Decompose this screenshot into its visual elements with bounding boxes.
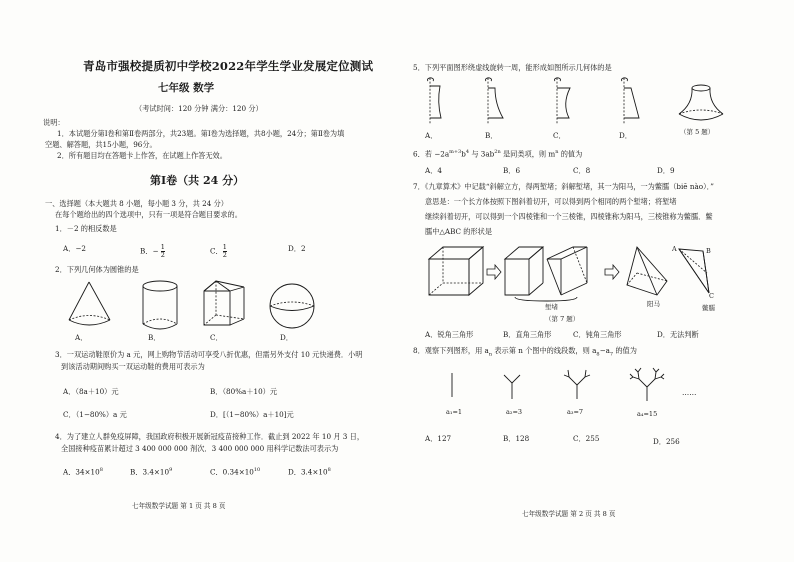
q7-option-a: A．锐角三角形 xyxy=(425,330,474,339)
q5-option-b-shape xyxy=(483,78,507,126)
q7-label-bienao: 鳖臑 xyxy=(702,304,715,312)
q7-option-c: C．钝角三角形 xyxy=(573,330,622,339)
q1-option-d: D．2 xyxy=(288,244,306,253)
q4-option-a: A．$34\times 10^8$ xyxy=(63,467,103,477)
q6-option-b: B．6 xyxy=(503,166,521,175)
q7-option-d: D．无法判断 xyxy=(657,330,699,339)
q2-option-a: A． xyxy=(75,333,88,342)
cone-figure xyxy=(65,280,115,330)
q8-label-3: a₃=7 xyxy=(567,408,584,416)
q3-option-b: B．（80%a＋10）元 xyxy=(210,387,278,396)
part1-desc: 在每个题给出的四个选项中，只有一项是符合题目要求的。 xyxy=(55,210,242,219)
q5-stem: 5．下列平面图形绕虚线旋转一周，能形成如图所示几何体的是 xyxy=(413,63,612,72)
q1-stem: 1．－2 的相反数是 xyxy=(55,224,117,233)
q7-label-a: A xyxy=(672,245,677,253)
q8-label-2: a₂=3 xyxy=(506,408,523,416)
q7-label-c: C xyxy=(709,292,714,300)
q3-option-d: D．[（1−80%）a＋10]元 xyxy=(210,410,294,419)
q4-option-c: C．$0.34\times 10^{10}$ xyxy=(210,467,261,477)
page-1-footer: 七年级数学试题 第 1 页 共 8 页 xyxy=(132,502,226,510)
q2-option-b: B． xyxy=(148,333,161,342)
q7-option-b: B．直角三角形 xyxy=(503,330,552,339)
q2-stem: 2．下列几何体为圆锥的是 xyxy=(55,265,139,274)
q6-option-d: D．9 xyxy=(657,166,675,175)
q8-label-1: a₁=1 xyxy=(446,408,463,416)
notes-label: 说明： xyxy=(43,118,65,127)
q3-stem-line-2: 到该活动期间购买一双运动鞋的费用可表示为 xyxy=(61,362,205,371)
q8-option-b: B．128 xyxy=(503,434,530,443)
q5-option-d-shape xyxy=(619,78,643,126)
q5-option-a-shape xyxy=(425,78,449,126)
q5-option-d: D． xyxy=(619,131,632,140)
q6-option-c: C．8 xyxy=(573,166,591,175)
q4-stem-line-1: 4．为了建立人群免疫屏障，我国政府积极开展新冠疫苗接种工作．截止到 2022 年 10 月 3 日， xyxy=(55,432,365,441)
q7-label-yangma: 阳马 xyxy=(647,300,660,308)
page-2-footer: 七年级数学试题 第 2 页 共 8 页 xyxy=(522,510,616,518)
exam-info: （考试时间：120 分钟 满分：120 分） xyxy=(135,104,263,113)
q8-option-a: A．127 xyxy=(425,434,452,443)
q7-stem-line-4: 臑中△ABC 的形状是 xyxy=(425,227,493,236)
q1-option-c: C． $\frac{1}{2}$ xyxy=(210,243,227,259)
q5-option-a: A． xyxy=(425,131,438,140)
q3-stem-line-1: 3．一双运动鞋原价为 a 元，网上购物节活动可享受八折优惠，但需另外支付 10 元快递费．小明 xyxy=(55,350,363,359)
q5-option-c-shape xyxy=(552,78,576,126)
exam-page-2 xyxy=(397,0,794,562)
q4-option-d: D．$3.4\times 10^8$ xyxy=(288,467,331,477)
q7-stem-line-3: 继续斜着切开，可以得到一个四棱锥和一个三棱锥，四棱锥称为阳马，三棱锥称为鳖臑．鳖 xyxy=(425,212,713,221)
q5-figure-caption: （第 5 题） xyxy=(680,128,715,136)
sphere-figure xyxy=(268,282,316,330)
note-line-2: 空题、解答题，共15小题，96分。 xyxy=(45,140,157,149)
q1-option-b: B．− $\frac{1}{2}$ xyxy=(140,243,165,259)
exam-title: 青岛市强校提质初中学校2022年学生学业发展定位测试 xyxy=(83,59,374,73)
cylinder-figure xyxy=(140,280,180,332)
q7-figure-caption: （第 7 题） xyxy=(545,315,580,323)
q7-label-b: B xyxy=(706,247,711,255)
grade-subject: 七年级 数学 xyxy=(158,82,215,94)
q8-figure xyxy=(442,365,702,405)
q6-stem: 6．若 $-2a^{m+3}b^4$ 与 $3ab^{2n}$ 是同类项，则 $m^n$ 的值为 xyxy=(413,149,583,159)
q3-option-c: C．（1−80%）a 元 xyxy=(63,410,127,419)
q5-option-b: B． xyxy=(485,131,498,140)
q6-option-a: A．4 xyxy=(425,166,442,175)
q7-label-qiandu: 堑堵 xyxy=(545,303,558,311)
q8-label-4: a₄=15 xyxy=(637,410,658,418)
q8-ellipsis: …… xyxy=(682,388,697,397)
note-line-1: 1．本试题分第Ⅰ卷和第Ⅱ卷两部分，共23题。第Ⅰ卷为选择题，共8小题，24分；第Ⅱ卷为填 xyxy=(57,129,345,138)
q4-stem-line-2: 全国接种疫苗累计超过 3 400 000 000 剂次．3 400 000 000 用科学记数法可表示为 xyxy=(61,444,339,453)
q7-figure xyxy=(427,245,727,315)
part1-heading: 一、选择题（本大题共 8 小题，每小题 3 分，共 24 分） xyxy=(45,199,228,208)
q2-option-d: D． xyxy=(280,333,293,342)
q7-stem-line-1: 7．《九章算术》中记载“斜解立方，得两堑堵；斜解堑堵，其一为阳马，一为鳖臑（biē nào）．” xyxy=(413,182,714,191)
q2-option-c: C． xyxy=(210,333,223,342)
q3-option-a: A．（8a＋10）元 xyxy=(63,387,119,396)
q8-stem: 8．观察下列图形，用 $a_n$ 表示第 n 个图中的线段数，则 $a_8-a_7$ 的值为 xyxy=(413,346,637,358)
note-line-3: 2．所有题目均在答题卡上作答，在试题上作答无效。 xyxy=(57,151,227,160)
q4-option-b: B．$3.4\times 10^9$ xyxy=(130,467,173,477)
q5-solid-figure xyxy=(677,84,727,126)
q8-option-d: D．256 xyxy=(653,437,680,446)
prism-figure xyxy=(200,279,250,331)
q8-option-c: C．255 xyxy=(573,434,600,443)
q5-option-c: C． xyxy=(553,131,566,140)
section-title: 第Ⅰ卷（共 24 分） xyxy=(150,174,245,187)
q1-option-a: A．−2 xyxy=(63,244,86,253)
q7-stem-line-2: 意思是：一个长方体按照下图斜着切开，可以得到两个相同的两个堑堵；将堑堵 xyxy=(425,197,677,206)
